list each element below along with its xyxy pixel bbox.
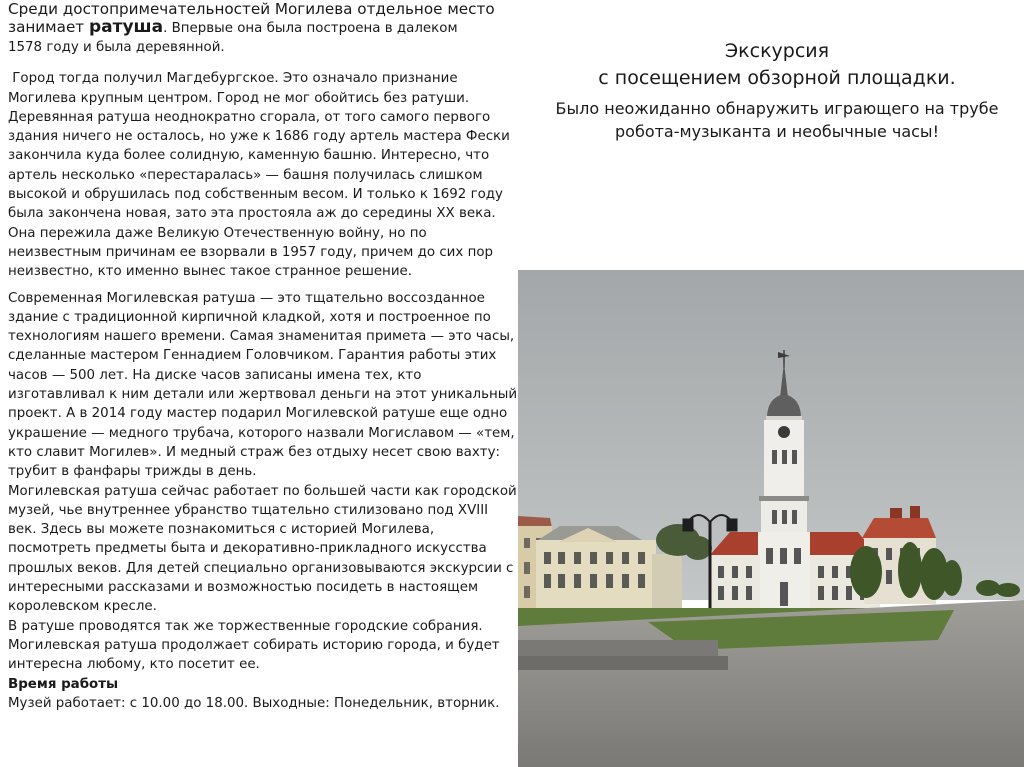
title-line-1: Экскурсия [724, 40, 830, 62]
intro-line-2-prefix: занимает [8, 18, 89, 36]
intro-keyword: ратуша [88, 17, 164, 37]
article-text [8, 0, 518, 713]
intro-line-2-suffix: . Впервые она была построена в далеком [163, 21, 458, 36]
intro-line-1: Среди достопримечательностей Могилева отдельное место [8, 0, 495, 18]
hours-heading: Время работы [8, 676, 119, 692]
spacer [8, 282, 518, 289]
meetings-paragraph: В ратуше проводятся так же торжественные городские собрания. Могилевская ратуша продолжает собирать историю города, и будет интересна любому, кто посетит ее. [8, 618, 500, 673]
step [518, 656, 728, 670]
subtitle-line-2: робота-музыканта и необычные часы! [615, 122, 939, 141]
hours-text: Музей работает: с 10.00 до 18.00. Выходные: Понедельник, вторник. [8, 695, 500, 711]
town-hall-photo-svg [518, 270, 1024, 767]
excursion-subtitle [540, 97, 1014, 143]
museum-paragraph: Могилевская ратуша сейчас работает по большей части как городской музей, чье внутреннее убранство тщательно стилизовано под XVIII век. Здесь вы можете познакомиться с историей Могилева, посмотреть предметы быта и декоративно-прикладного искусства прошлых веков. Для детей специально организовываются экскурсии с интересными рассказами и возможностью посидеть в настоящем королевском кресле. [8, 483, 517, 615]
curb [518, 640, 718, 658]
title-line-2: с посещением обзорной площадки. [598, 67, 956, 89]
town-hall-photo [518, 270, 1024, 767]
history-paragraph: Город тогда получил Магдебургское. Это означало признание Могилева крупным центром. Город не мог обойтись без ратуши. Деревянная ратуша неоднократно сгорала, от того самого первого здания ничего не осталось, но уже к 1686 году артель мастера Фески закончила куда более солидную, каменную башню. Интересно, что артель несколько «перестаралась» — башня получилась слишком высокой и обрушилась под собственным весом. И только к 1692 году была закончена новая, зато эта простояла аж до середины XX века. Она пережила даже Великую Отечественную войну, но по неизвестным причинам ее взорвали в 1957 году, причем до сих пор неизвестно, кто именно вынес такое странное решение. [8, 71, 515, 280]
spacer [8, 57, 518, 69]
subtitle-line-1: Было неожиданно обнаружить играющего на трубе [555, 99, 999, 118]
intro-line-3: 1578 году и была деревянной. [8, 40, 225, 55]
excursion-title [540, 38, 1014, 92]
modern-paragraph: Современная Могилевская ратуша — это тщательно воссозданное здание с традиционной кирпичной кладкой, хотя и построенное по технологиям нашего времени. Самая знаменитая примета — это часы, сделанные мастером Геннадием Головчиком. Гарантия работы этих часов — 500 лет. На диске часов записаны имена тех, кто изготавливал к ним детали или жертвовал деньги на этот уникальный проект. А в 2014 году мастер подарил Могилевской ратуше еще одно украшение — медного трубача, которого назвали Могиславом — «тем, кто славит Могилев». И медный страж без отдыху несет свою вахту: трубит в фанфары трижды в день. [8, 290, 518, 480]
intro-line-2 [8, 18, 518, 38]
